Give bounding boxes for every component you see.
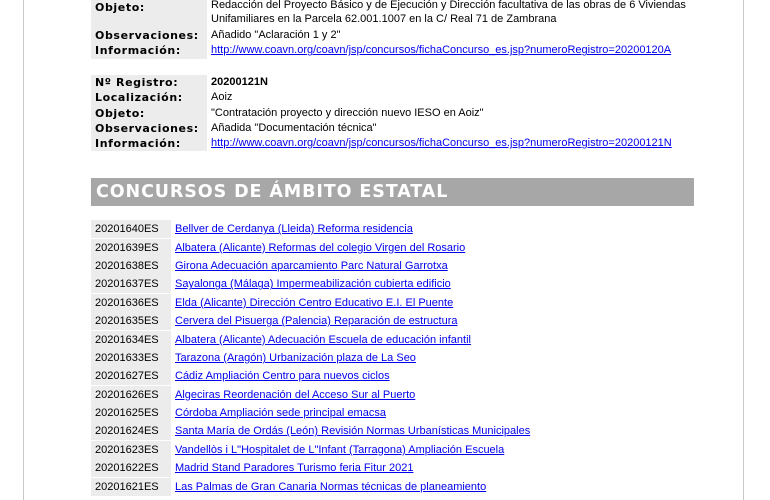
- list-item: [91, 294, 694, 312]
- objeto-row: [91, 106, 694, 121]
- registro-value: 20200121N: [211, 76, 268, 88]
- observaciones-value: Añadida "Documentación técnica": [211, 121, 377, 134]
- item-code: 20201633ES: [91, 349, 171, 367]
- contest-record-1: [91, 0, 694, 59]
- contest-list: [91, 220, 694, 496]
- informacion-label: Información:: [91, 43, 207, 58]
- item-code: 20201638ES: [91, 257, 171, 275]
- observaciones-label: Observaciones:: [91, 121, 207, 136]
- informacion-link[interactable]: http://www.coavn.org/coavn/jsp/concursos/fichaConcurso_es.jsp?numeroRegistro=20200120A: [211, 44, 672, 57]
- item-link[interactable]: Madrid Stand Paradores Turismo feria Fitur 2021: [175, 462, 414, 475]
- observaciones-row: [91, 121, 694, 136]
- observaciones-row: [91, 28, 694, 43]
- list-item: [91, 275, 694, 293]
- item-code: 20201623ES: [91, 441, 171, 459]
- item-link[interactable]: Girona Adecuación aparcamiento Parc Natural Garrotxa: [175, 259, 448, 272]
- item-link[interactable]: Elda (Alicante) Dirección Centro Educativo E.I. El Puente: [175, 296, 454, 309]
- item-code: 20201626ES: [91, 386, 171, 404]
- item-link[interactable]: Vandellòs i L"Hospitalet de L"Infant (Tarragona) Ampliación Escuela: [175, 443, 505, 456]
- informacion-row: [91, 136, 694, 151]
- localizacion-value: Aoiz: [211, 91, 233, 104]
- list-item: [91, 441, 694, 459]
- item-link[interactable]: Albatera (Alicante) Adecuación Escuela de educación infantil: [175, 333, 471, 346]
- item-code: 20201636ES: [91, 294, 171, 312]
- objeto-value: "Contratación proyecto y dirección nuevo IESO en Aoiz": [211, 106, 484, 119]
- item-link[interactable]: Tarazona (Aragón) Urbanización plaza de La Seo: [175, 351, 416, 364]
- informacion-label: Información:: [91, 136, 207, 151]
- item-code: 20201621ES: [91, 478, 171, 496]
- list-item: [91, 257, 694, 275]
- item-code: 20201627ES: [91, 367, 171, 385]
- item-code: 20201622ES: [91, 459, 171, 477]
- item-code: 20201625ES: [91, 404, 171, 422]
- list-item: [91, 422, 694, 440]
- item-link[interactable]: Santa María de Ordás (León) Revisión Normas Urbanísticas Municipales: [175, 425, 531, 438]
- list-item: [91, 220, 694, 238]
- observaciones-value: Añadido "Aclaración 1 y 2": [211, 29, 341, 41]
- item-link[interactable]: Cádiz Ampliación Centro para nuevos ciclos: [175, 370, 390, 383]
- item-link[interactable]: Bellver de Cerdanya (Lleida) Reforma residencia: [175, 223, 413, 236]
- informacion-row: [91, 43, 694, 58]
- item-link[interactable]: Cervera del Pisuerga (Palencia) Reparación de estructura: [175, 315, 458, 328]
- list-item: [91, 312, 694, 330]
- objeto-label: Objeto:: [91, 106, 207, 121]
- list-item: [91, 386, 694, 404]
- item-link[interactable]: Albatera (Alicante) Reformas del colegio Virgen del Rosario: [175, 241, 466, 254]
- list-item: [91, 349, 694, 367]
- list-item: [91, 367, 694, 385]
- list-item: [91, 330, 694, 348]
- item-code: 20201637ES: [91, 275, 171, 293]
- list-item: [91, 404, 694, 422]
- localizacion-label: Localización:: [91, 90, 207, 105]
- section-title: CONCURSOS DE ÁMBITO ESTATAL: [91, 178, 694, 206]
- item-code: 20201640ES: [91, 220, 171, 238]
- item-code: 20201639ES: [91, 239, 171, 257]
- item-link[interactable]: Algeciras Reordenación del Acceso Sur al Puerto: [175, 388, 416, 401]
- item-link[interactable]: Las Palmas de Gran Canaria Normas técnicas de planeamiento: [175, 480, 487, 493]
- objeto-label: Objeto:: [91, 0, 207, 28]
- item-code: 20201624ES: [91, 422, 171, 440]
- item-link[interactable]: Sayalonga (Málaga) Impermeabilización cubierta edificio: [175, 278, 451, 291]
- observaciones-label: Observaciones:: [91, 28, 207, 43]
- contest-record-2: [91, 75, 694, 151]
- item-code: 20201635ES: [91, 312, 171, 330]
- informacion-link[interactable]: http://www.coavn.org/coavn/jsp/concursos/fichaConcurso_es.jsp?numeroRegistro=20200121N: [211, 137, 672, 150]
- list-item: [91, 459, 694, 477]
- list-item: [91, 238, 694, 256]
- item-code: 20201634ES: [91, 331, 171, 349]
- registro-label: Nº Registro:: [91, 75, 207, 90]
- registro-row: [91, 75, 694, 90]
- objeto-row: [91, 0, 694, 28]
- item-link[interactable]: Córdoba Ampliación sede principal emacsa: [175, 407, 386, 420]
- objeto-value: Redacción del Proyecto Básico y de Ejecución y Dirección facultativa de las obras de 6 Viviendas Unifamiliares en la Parcela 62.001.1007 en la C/ Real 71 de Zambrana: [211, 0, 686, 25]
- localizacion-row: [91, 90, 694, 105]
- list-item: [91, 477, 694, 495]
